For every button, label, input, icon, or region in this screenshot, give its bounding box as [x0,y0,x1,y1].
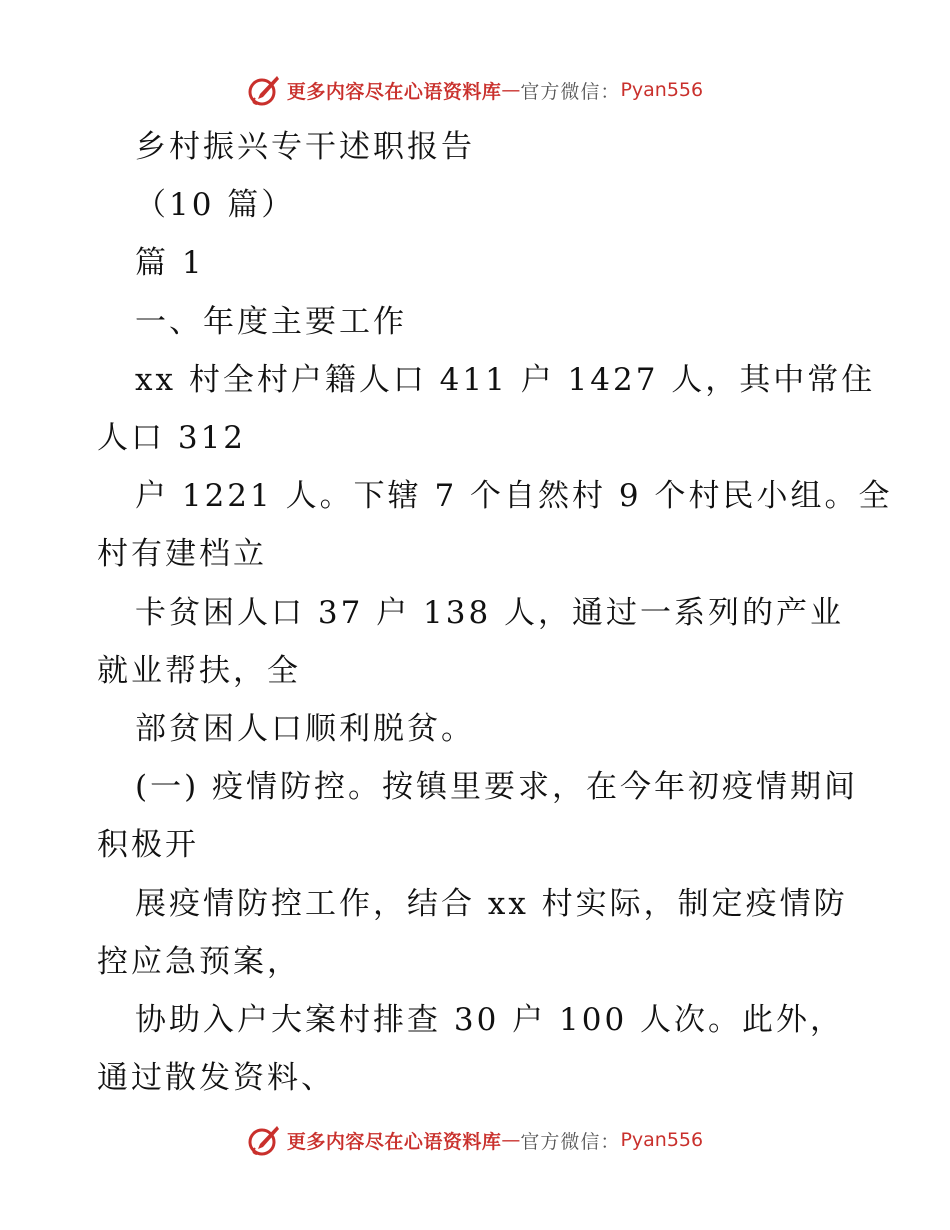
paragraph-line: 积极开 [97,827,199,863]
paragraph-line: 部贫困人口顺利脱贫。 [135,711,475,747]
watermark-dash: — [501,1129,521,1151]
quill-logo-icon [247,1123,281,1157]
paragraph-line: 协助入户大案村排查 30 户 100 人次。此外， [135,1002,845,1038]
paragraph-line: 人口 312 [97,420,247,456]
paragraph-line: 展疫情防控工作，结合 xx 村实际，制定疫情防 [135,886,848,922]
paragraph-line: xx 村全村户籍人口 411 户 1427 人，其中常住 [135,362,876,398]
watermark-official-label: 官方微信： [520,80,621,103]
paragraph-line: 村有建档立 [97,536,267,572]
paragraph-line: 户 1221 人。下辖 7 个自然村 9 个村民小组。全 [135,478,893,514]
subsection-heading: 一、年度主要工作 [135,304,407,340]
quill-logo-icon [247,73,281,107]
watermark-header [0,70,950,110]
watermark-wechat-id: Pyan556 [620,1129,704,1151]
watermark-footer [0,1120,950,1160]
paragraph-line: (一) 疫情防控。按镇里要求，在今年初疫情期间 [135,769,859,805]
paragraph-line: 卡贫困人口 37 户 138 人，通过一系列的产业 [135,595,845,631]
document-title: 乡村振兴专干述职报告 [135,129,475,165]
paragraph-line: 通过散发资料、 [97,1060,335,1096]
paragraph-line: 控应急预案， [97,944,301,980]
document-subtitle: （10 篇） [135,187,296,223]
paragraph-line: 就业帮扶，全 [97,653,301,689]
watermark-official-label: 官方微信： [520,1130,621,1153]
watermark-brand: 更多内容尽在心语资料库 [286,1130,502,1153]
watermark-wechat-id: Pyan556 [620,79,704,101]
watermark-brand: 更多内容尽在心语资料库 [286,80,502,103]
section-heading: 篇 1 [135,245,205,281]
watermark-dash: — [501,79,521,101]
